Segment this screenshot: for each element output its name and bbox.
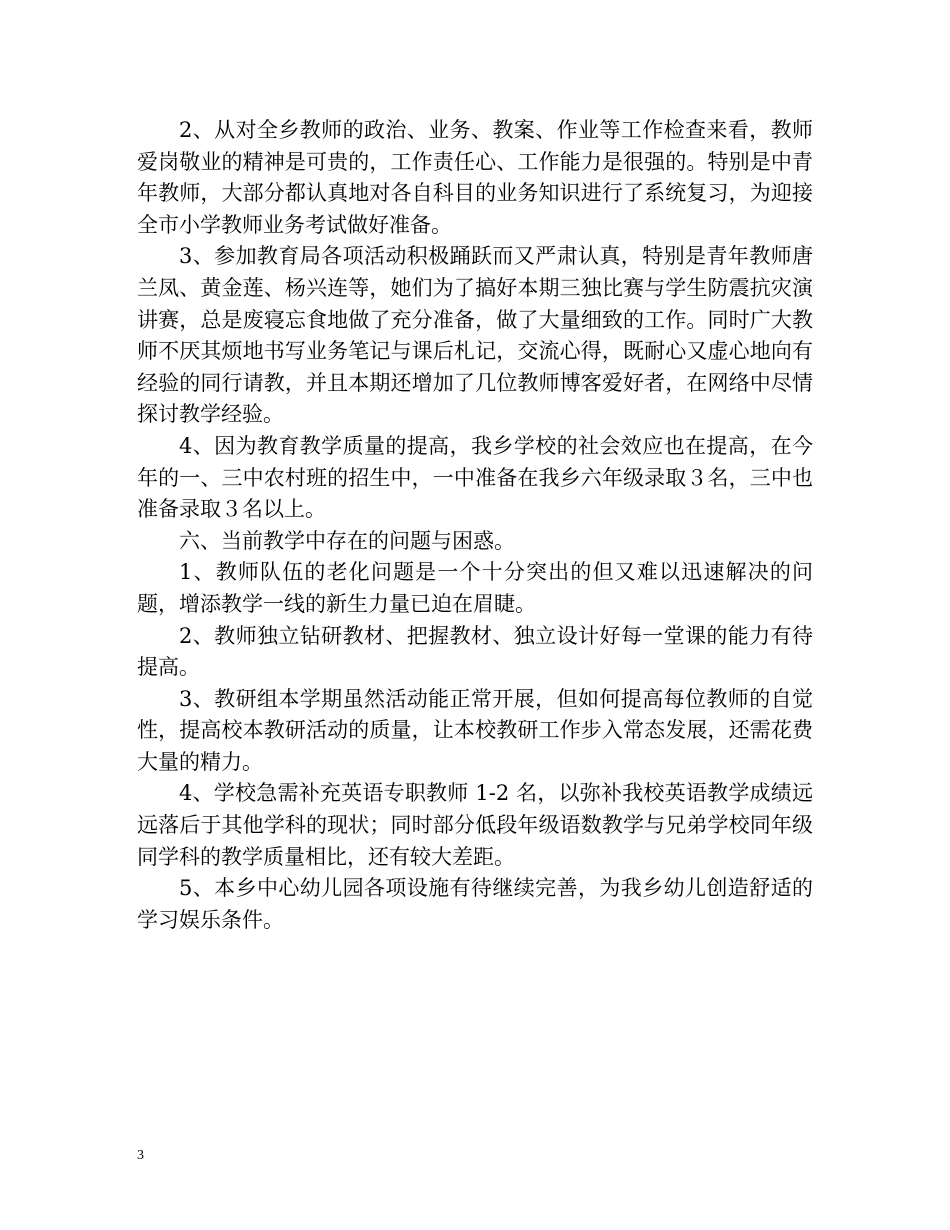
paragraph-teaching-research: 3、教研组本学期虽然活动能正常开展，但如何提高每位教师的自觉性，提高校本教研活动的质量，让本校教研工作步入常态发展，还需花费大量的精力。 — [137, 686, 813, 774]
paragraph-aging-teachers: 1、教师队伍的老化问题是一个十分突出的但又难以迅速解决的问题，增添教学一线的新生力量已迫在眉睫。 — [137, 560, 813, 616]
page-number: 3 — [137, 1148, 144, 1163]
paragraph-enrollment: 4、因为教育教学质量的提高，我乡学校的社会效应也在提高，在今年的一、三中农村班的招生中，一中准备在我乡六年级录取３名，三中也准备录取３名以上。 — [137, 433, 813, 522]
paragraph-teacher-inspection: 2、从对全乡教师的政治、业务、教案、作业等工作检查来看，教师爱岗敬业的精神是可贵的，工作责任心、工作能力是很强的。特别是中青年教师，大部分都认真地对各自科目的业务知识进行了系统复习，为迎接全市小学教师业务考试做好准备。 — [137, 118, 813, 237]
paragraph-kindergarten: 5、本乡中心幼儿园各项设施有待继续完善，为我乡幼儿创造舒适的学习娱乐条件。 — [137, 876, 813, 932]
paragraph-lesson-design: 2、教师独立钻研教材、把握教材、独立设计好每一堂课的能力有待提高。 — [137, 623, 813, 680]
paragraph-activities: 3、参加教育局各项活动积极踊跃而又严肃认真，特别是青年教师唐兰凤、黄金莲、杨兴连等，她们为了搞好本期三独比赛与学生防震抗灾演讲赛，总是废寝忘食地做了充分准备，做了大量细致的工作。同时广大教师不厌其烦地书写业务笔记与课后札记，交流心得，既耐心又虚心地向有经验的同行请教，并且本期还增加了几位教师博客爱好者，在网络中尽情探讨教学经验。 — [137, 244, 813, 427]
section-heading-problems: 六、当前教学中存在的问题与困惑。 — [179, 528, 515, 553]
document-body — [137, 115, 813, 936]
paragraph-english-teachers: 4、学校急需补充英语专职教师 1-2 名，以弥补我校英语教学成绩远远落后于其他学科的现状；同时部分低段年级语数教学与兄弟学校同年级同学科的教学质量相比，还有较大差距。 — [137, 781, 813, 869]
